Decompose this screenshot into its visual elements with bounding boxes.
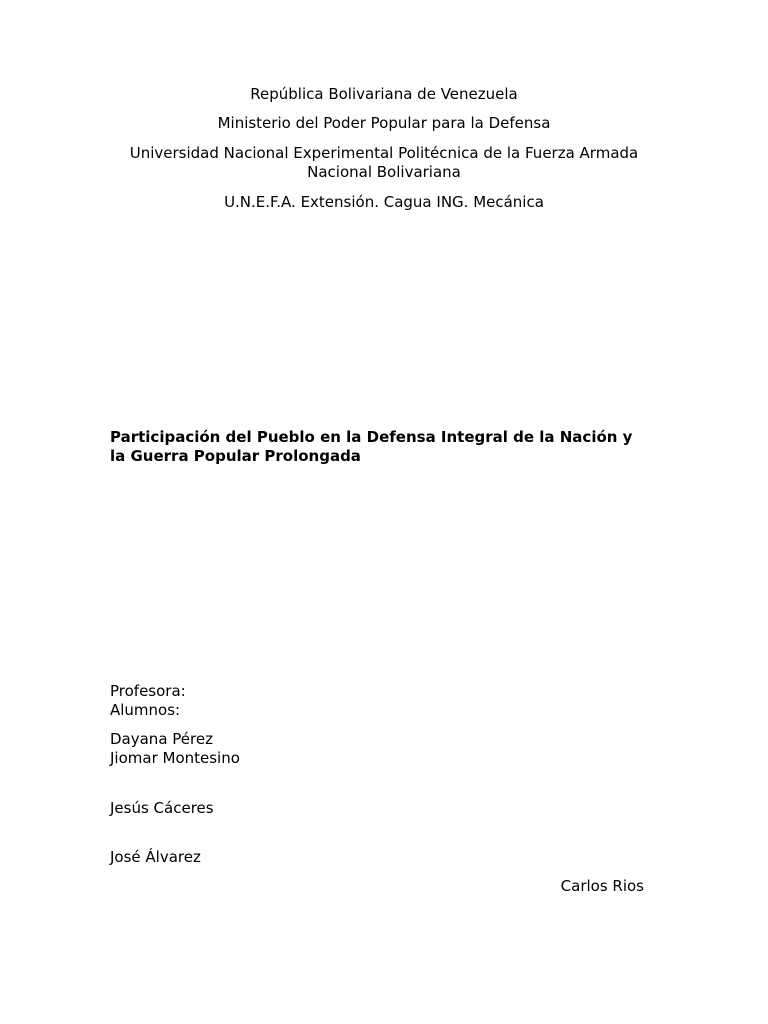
header-extension: U.N.E.F.A. Extensión. Cagua ING. Mecánica — [224, 193, 544, 211]
document-title-line1: Participación del Pueblo en la Defensa Integral de la Nación y — [110, 428, 633, 446]
student-name: José Álvarez — [110, 848, 201, 866]
header-university-line2: Nacional Bolivariana — [307, 163, 461, 181]
header-republic: República Bolivariana de Venezuela — [250, 85, 518, 103]
students-label: Alumnos: — [110, 701, 181, 719]
header-university-line1: Universidad Nacional Experimental Politécnica de la Fuerza Armada — [129, 144, 639, 162]
header-ministry: Ministerio del Poder Popular para la Defensa — [217, 114, 551, 132]
document-title-line2: la Guerra Popular Prolongada — [110, 447, 361, 465]
student-name: Carlos Rios — [560, 877, 644, 895]
professor-label: Profesora: — [110, 682, 186, 700]
student-name: Dayana Pérez — [110, 730, 213, 748]
student-name: Jesús Cáceres — [110, 799, 214, 817]
student-name: Jiomar Montesino — [110, 749, 240, 767]
